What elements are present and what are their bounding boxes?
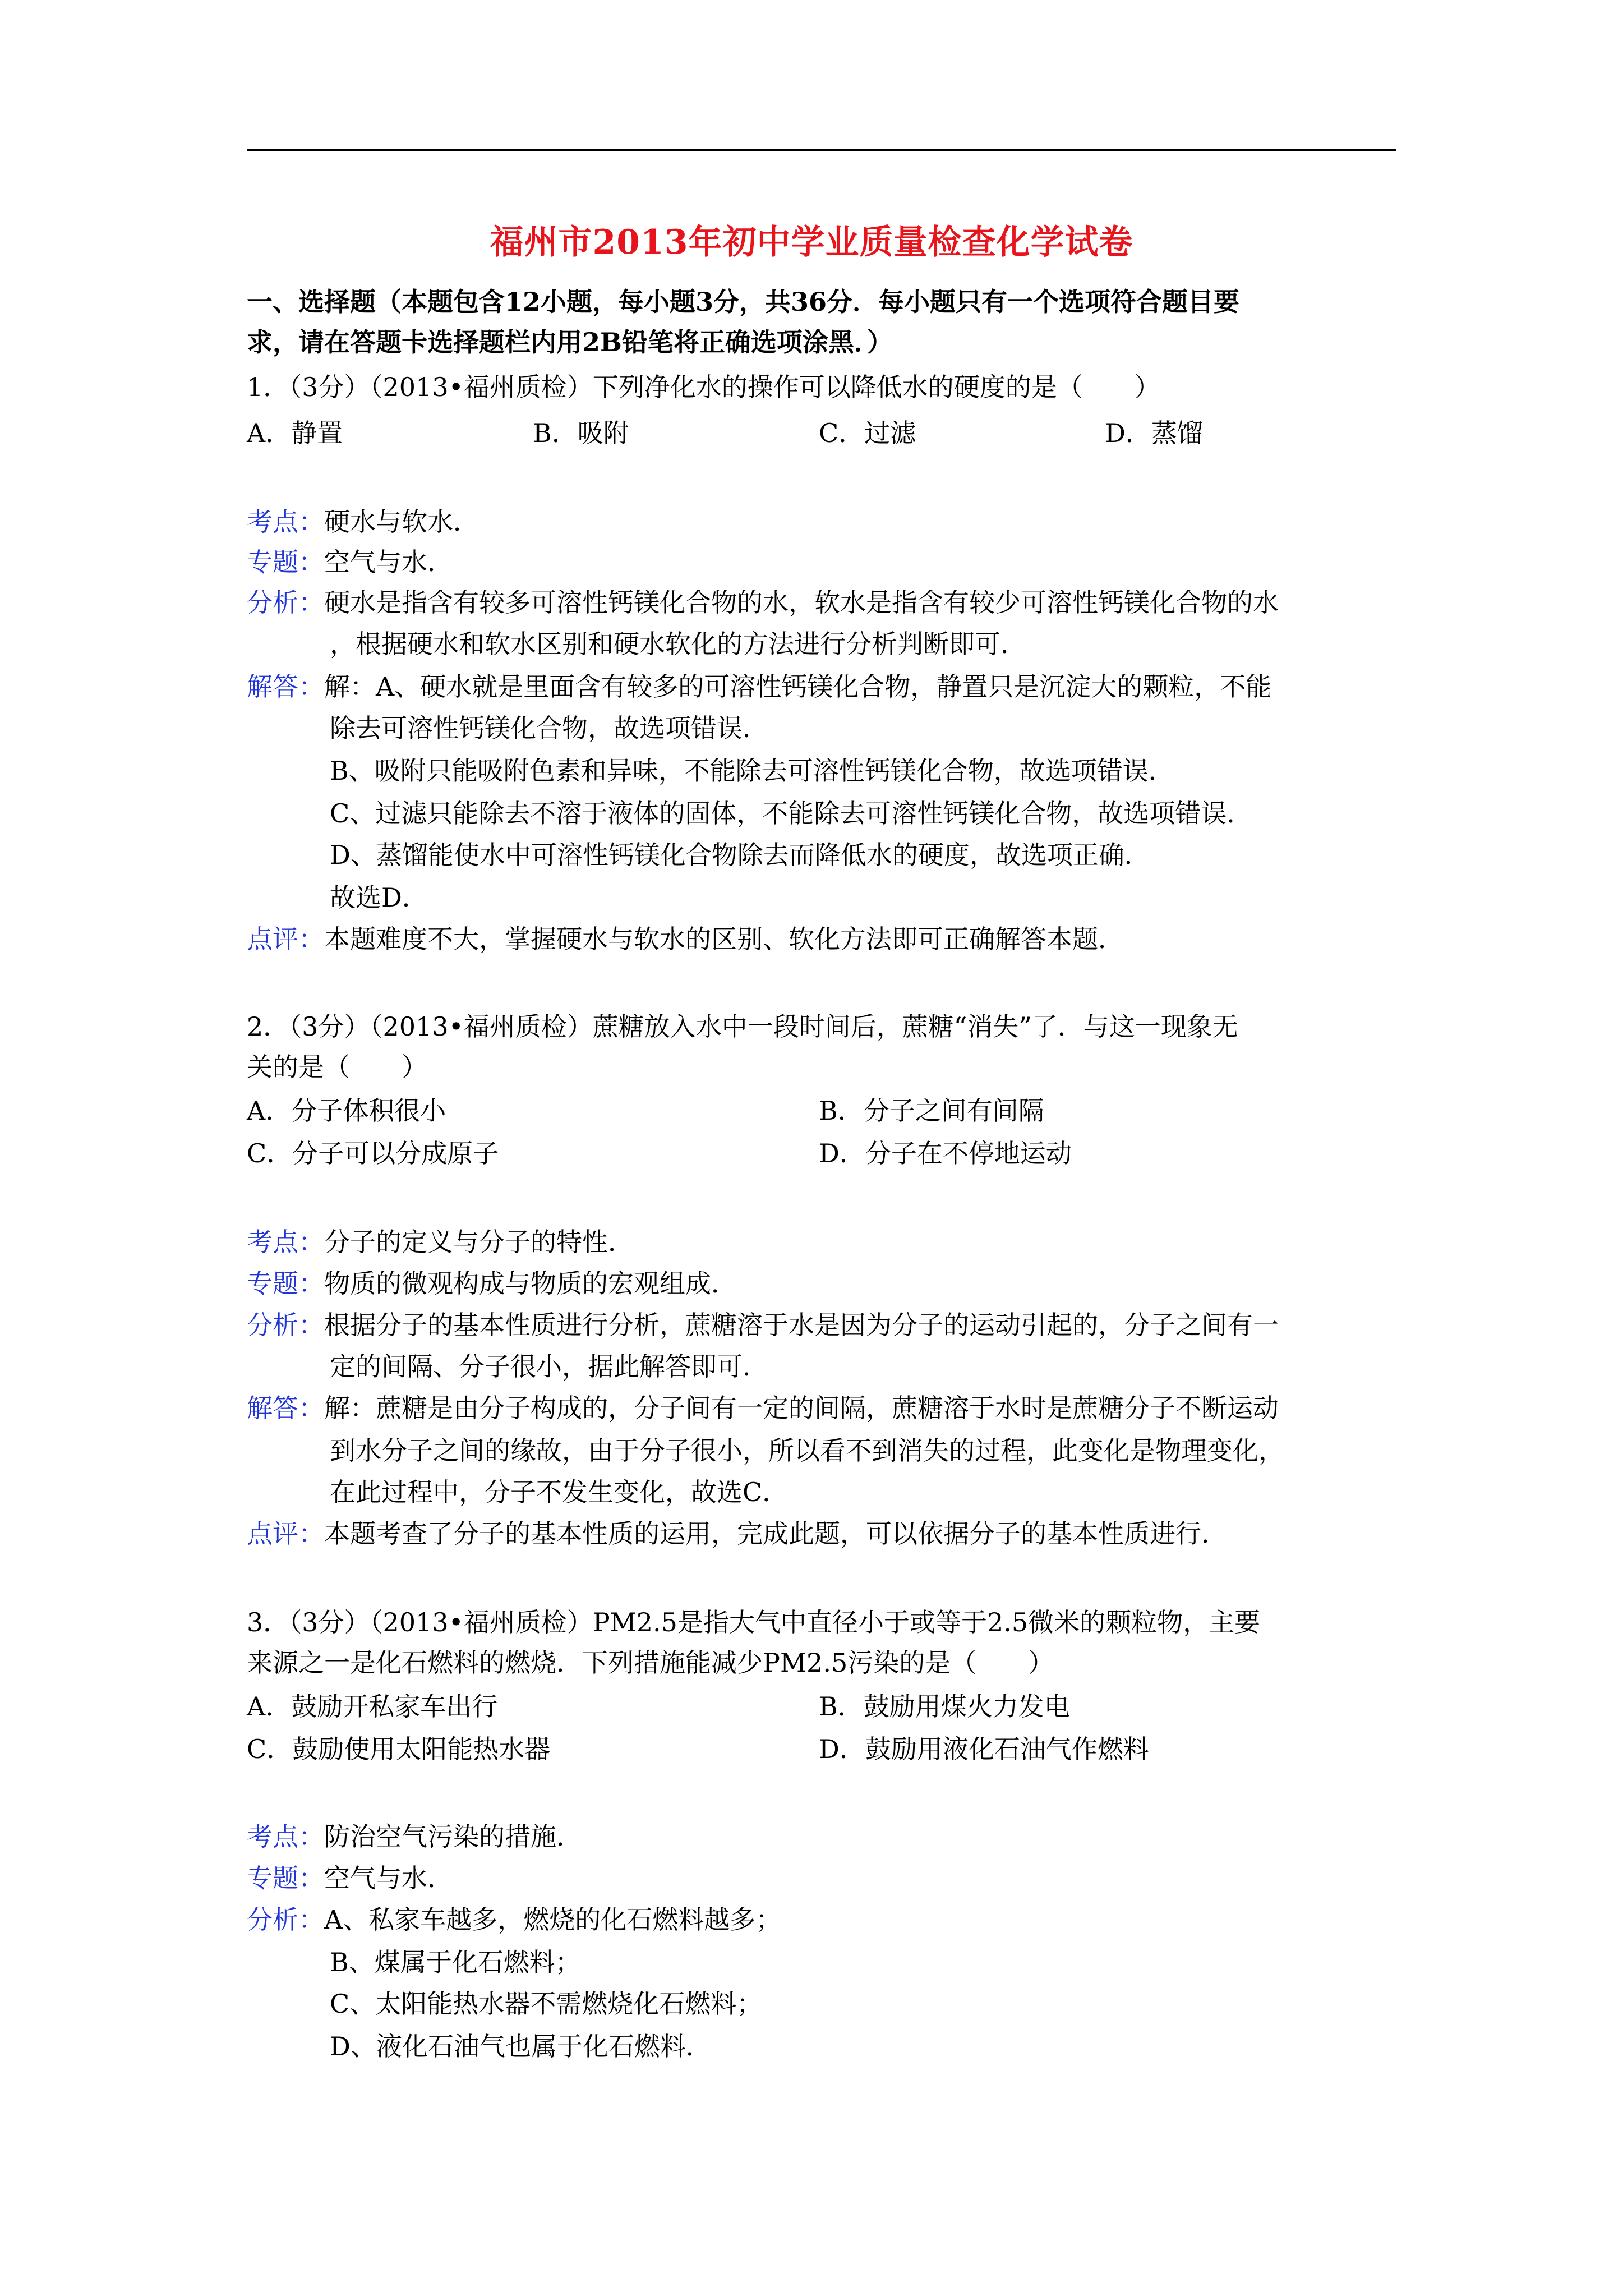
q3-fenxi	[247, 1903, 781, 1936]
page-title: 福州市2013年初中学业质量检查化学试卷	[490, 223, 1133, 262]
q2-fenxi	[247, 1308, 1279, 1342]
q3-option-b: B．鼓励用煤火力发电	[819, 1691, 1070, 1722]
q2-jieda	[247, 1391, 1279, 1425]
q2-dianping	[247, 1517, 1227, 1550]
q1-jieda-text-3: B、吸附只能吸附色素和异味，不能除去可溶性钙镁化合物，故选项错误．	[330, 756, 1174, 786]
q3-kaodian	[247, 1820, 582, 1853]
q3-fenxi-text-3: C、太阳能热水器不需燃烧化石燃料；	[330, 1989, 763, 2019]
q3-fenxi-text-2: B、煤属于化石燃料；	[330, 1947, 581, 1977]
q1-fenxi-text-1: 硬水是指含有较多可溶性钙镁化合物的水，软水是指含有较少可溶性钙镁化合物的水	[324, 587, 1279, 618]
section-heading-line-2: 求，请在答题卡选择题栏内用2B铅笔将正确选项涂黑．）	[247, 327, 893, 357]
q1-jieda-text-5: D、蒸馏能使水中可溶性钙镁化合物除去而降低水的硬度，故选项正确．	[330, 840, 1150, 870]
q2-jieda-text-2: 到水分子之间的缘故，由于分子很小，所以看不到消失的过程，此变化是物理变化，	[330, 1435, 1284, 1466]
q2-dianping-text: 本题考查了分子的基本性质的运用，完成此题，可以依据分子的基本性质进行．	[324, 1519, 1227, 1549]
section-heading-line-1: 一、选择题（本题包含12小题，每小题3分，共36分．每小题只有一个选项符合题目要	[247, 287, 1240, 317]
q2-stem-1: 2．（3分）（2013•福州质检）蔗糖放入水中一段时间后，蔗糖“消失”了．与这一现象无	[247, 1011, 1238, 1042]
q3-zhuanti	[247, 1861, 453, 1895]
q1-jieda-text-2: 除去可溶性钙镁化合物，故选项错误．	[330, 713, 768, 743]
q2-fenxi-text-2: 定的间隔、分子很小，据此解答即可．	[330, 1351, 768, 1382]
q2-zhuanti	[247, 1267, 737, 1300]
q1-zhuanti-text: 空气与水．	[324, 547, 453, 577]
fenxi-label: 分析：	[247, 587, 324, 618]
q2-kaodian	[247, 1225, 634, 1259]
q1-jieda-text-6: 故选D．	[330, 882, 428, 913]
q1-zhuanti	[247, 545, 453, 579]
q1-option-a: A．静置	[247, 418, 343, 448]
q1-dianping	[247, 922, 1124, 956]
q1-jieda-text-4: C、过滤只能除去不溶于液体的固体，不能除去可溶性钙镁化合物，故选项错误．	[330, 798, 1253, 829]
q3-stem-2: 来源之一是化石燃料的燃烧．下列措施能减少PM2.5污染的是（ ）	[247, 1648, 1054, 1678]
kaodian-label: 考点：	[247, 507, 324, 537]
q1-jieda-text-1: 解：A、硬水就是里面含有较多的可溶性钙镁化合物，静置只是沉淀大的颗粒，不能	[324, 671, 1272, 702]
q2-fenxi-text-1: 根据分子的基本性质进行分析，蔗糖溶于水是因为分子的运动引起的，分子之间有一	[324, 1310, 1279, 1340]
fenxi-label: 分析：	[247, 1904, 324, 1935]
q2-option-b: B．分子之间有间隔	[819, 1096, 1044, 1126]
q1-option-b: B．吸附	[533, 418, 629, 448]
q2-option-c: C．分子可以分成原子	[247, 1138, 499, 1168]
q3-option-d: D．鼓励用液化石油气作燃料	[819, 1734, 1149, 1764]
q1-option-d: D．蒸馏	[1105, 418, 1203, 448]
q1-fenxi-text-2: ，根据硬水和软水区别和硬水软化的方法进行分析判断即可．	[330, 629, 1026, 659]
q3-fenxi-text-1: A、私家车越多，燃烧的化石燃料越多；	[324, 1904, 782, 1935]
q3-option-a: A．鼓励开私家车出行	[247, 1691, 498, 1722]
q1-stem: 1．（3分）（2013•福州质检）下列净化水的操作可以降低水的硬度的是（ ）	[247, 372, 1160, 402]
q2-jieda-text-1: 解：蔗糖是由分子构成的，分子间有一定的间隔，蔗糖溶于水时是蔗糖分子不断运动	[324, 1393, 1279, 1423]
q1-dianping-text: 本题难度不大，掌握硬水与软水的区别、软化方法即可正确解答本题．	[324, 924, 1124, 954]
dianping-label: 点评：	[247, 1519, 324, 1549]
q1-option-c: C．过滤	[819, 418, 916, 448]
top-divider	[247, 149, 1396, 151]
q2-jieda-text-3: 在此过程中，分子不发生变化，故选C．	[330, 1477, 789, 1507]
fenxi-label: 分析：	[247, 1310, 324, 1340]
dianping-label: 点评：	[247, 924, 324, 954]
q1-fenxi	[247, 586, 1279, 619]
q2-stem-2: 关的是（ ）	[247, 1052, 427, 1082]
q2-kaodian-text: 分子的定义与分子的特性．	[324, 1227, 634, 1257]
jieda-label: 解答：	[247, 1393, 324, 1423]
q3-zhuanti-text: 空气与水．	[324, 1863, 453, 1893]
q3-stem-1: 3．（3分）（2013•福州质检）PM2.5是指大气中直径小于或等于2.5微米的颗粒物，主要	[247, 1607, 1261, 1637]
zhuanti-label: 专题：	[247, 1268, 324, 1299]
kaodian-label: 考点：	[247, 1821, 324, 1852]
zhuanti-label: 专题：	[247, 1863, 324, 1893]
q3-kaodian-text: 防治空气污染的措施．	[324, 1821, 582, 1852]
q2-option-a: A．分子体积很小	[247, 1096, 446, 1126]
q2-zhuanti-text: 物质的微观构成与物质的宏观组成．	[324, 1268, 737, 1299]
q1-kaodian	[247, 505, 479, 539]
q3-option-c: C．鼓励使用太阳能热水器	[247, 1734, 551, 1764]
jieda-label: 解答：	[247, 671, 324, 702]
q3-fenxi-text-4: D、液化石油气也属于化石燃料．	[330, 2031, 712, 2062]
q1-kaodian-text: 硬水与软水．	[324, 507, 479, 537]
kaodian-label: 考点：	[247, 1227, 324, 1257]
q2-option-d: D．分子在不停地运动	[819, 1138, 1072, 1168]
zhuanti-label: 专题：	[247, 547, 324, 577]
q1-jieda	[247, 670, 1271, 703]
